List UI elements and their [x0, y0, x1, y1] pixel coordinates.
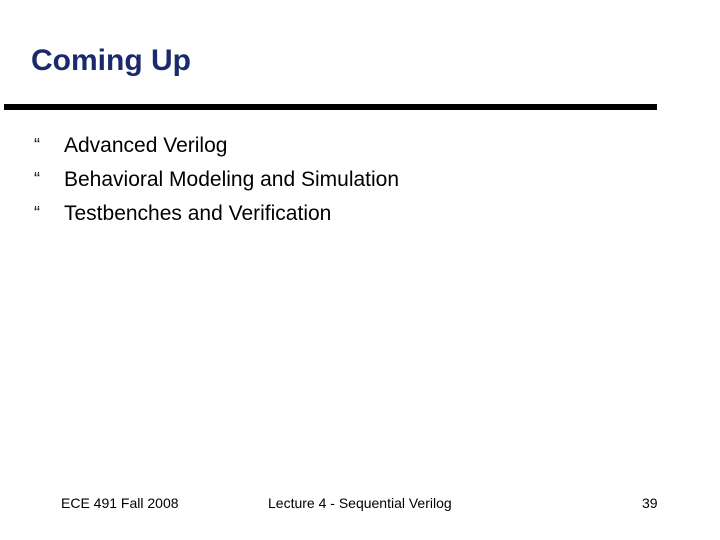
bullet-icon: “: [34, 202, 40, 223]
bullet-text: Behavioral Modeling and Simulation: [64, 168, 400, 191]
bullet-text: Testbenches and Verification: [64, 202, 332, 225]
bullet-icon: “: [34, 168, 40, 189]
footer-lecture-title: Lecture 4 - Sequential Verilog: [268, 495, 452, 511]
list-item: [34, 197, 399, 231]
slide-title: Coming Up: [31, 44, 191, 77]
list-item: [34, 129, 399, 163]
title-divider: [4, 104, 657, 110]
bullet-icon: “: [34, 134, 40, 155]
list-item: [34, 163, 399, 197]
bullet-list: [34, 129, 399, 231]
page-number: 39: [642, 495, 658, 511]
footer-course: ECE 491 Fall 2008: [61, 495, 179, 511]
bullet-text: Advanced Verilog: [64, 134, 228, 157]
